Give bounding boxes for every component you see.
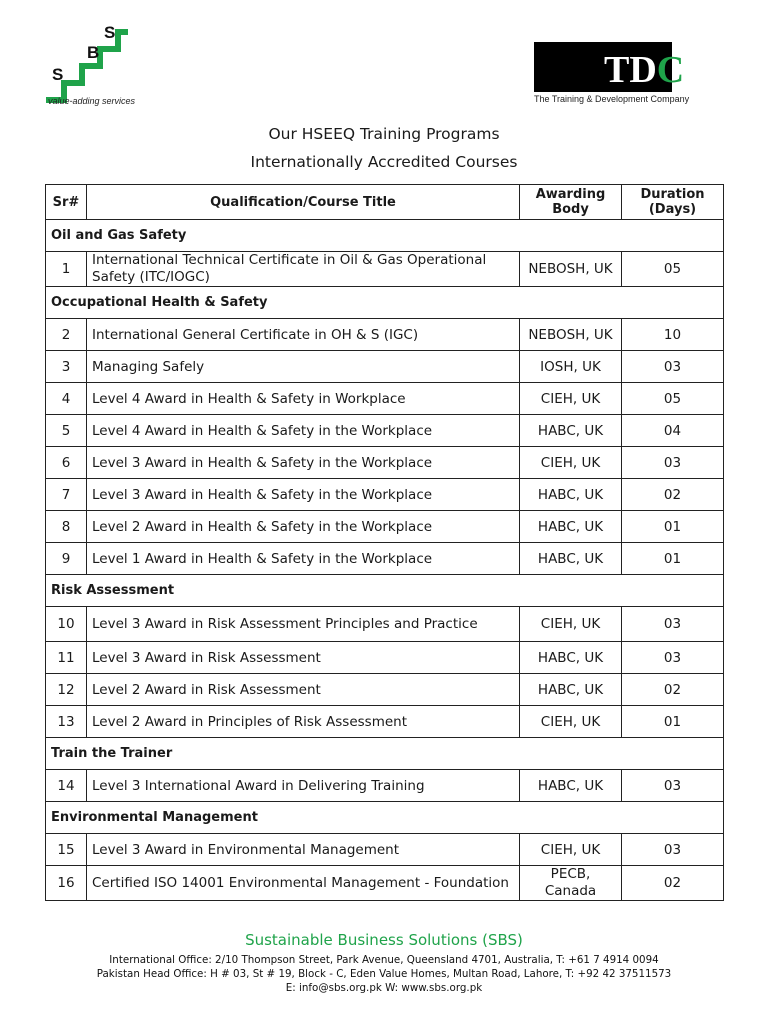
cell-awarding-body: CIEH, UK — [520, 706, 622, 738]
table-row — [46, 834, 724, 866]
table-row — [46, 706, 724, 738]
table-row — [46, 383, 724, 415]
cell-title: Certified ISO 14001 Environmental Management - Foundation — [87, 866, 520, 901]
sbs-tagline: value-adding services — [48, 96, 136, 106]
section-row — [46, 738, 724, 770]
page-title: Our HSEEQ Training Programs — [268, 125, 500, 143]
cell-title: Level 3 Award in Health & Safety in the Workplace — [87, 479, 520, 511]
section-title: Train the Trainer — [46, 738, 724, 770]
cell-duration: 03 — [622, 642, 724, 674]
cell-title: Level 2 Award in Risk Assessment — [87, 674, 520, 706]
section-title: Environmental Management — [46, 802, 724, 834]
footer-pakistan-office: Pakistan Head Office: H # 03, St # 19, Block - C, Eden Value Homes, Multan Road, Lahore, T: +92 42 37511573 — [96, 968, 672, 980]
table-row — [46, 543, 724, 575]
cell-awarding-body: HABC, UK — [520, 511, 622, 543]
tdc-tagline: The Training & Development Company — [534, 94, 690, 104]
cell-awarding-body: PECB, Canada — [520, 866, 622, 901]
cell-awarding-body: HABC, UK — [520, 543, 622, 575]
tdc-wordmark: TDC — [604, 49, 685, 91]
cell-awarding-body: CIEH, UK — [520, 447, 622, 479]
courses-body — [46, 220, 724, 901]
cell-awarding-body: NEBOSH, UK — [520, 319, 622, 351]
table-row — [46, 511, 724, 543]
table-header-row — [46, 185, 724, 220]
cell-duration: 03 — [622, 770, 724, 802]
table-row — [46, 866, 724, 901]
section-row — [46, 802, 724, 834]
section-title: Oil and Gas Safety — [46, 220, 724, 252]
sbs-letter-1: S — [52, 65, 64, 84]
cell-duration: 03 — [622, 351, 724, 383]
cell-title: Level 4 Award in Health & Safety in the Workplace — [87, 415, 520, 447]
cell-duration: 01 — [622, 543, 724, 575]
tdc-logo — [534, 42, 712, 92]
cell-sr: 1 — [46, 252, 87, 287]
cell-sr: 12 — [46, 674, 87, 706]
cell-sr: 14 — [46, 770, 87, 802]
header-awarding-body: Awarding Body — [520, 185, 622, 220]
table-row — [46, 447, 724, 479]
cell-awarding-body: NEBOSH, UK — [520, 252, 622, 287]
footer-contact: E: info@sbs.org.pk W: www.sbs.org.pk — [285, 982, 483, 994]
table-row — [46, 319, 724, 351]
section-title: Risk Assessment — [46, 575, 724, 607]
cell-awarding-body: CIEH, UK — [520, 383, 622, 415]
cell-sr: 3 — [46, 351, 87, 383]
cell-title: Level 1 Award in Health & Safety in the Workplace — [87, 543, 520, 575]
cell-awarding-body: HABC, UK — [520, 674, 622, 706]
cell-duration: 02 — [622, 866, 724, 901]
cell-duration: 02 — [622, 674, 724, 706]
cell-title: Level 3 Award in Risk Assessment Principles and Practice — [87, 607, 520, 642]
cell-duration: 10 — [622, 319, 724, 351]
cell-title: Level 3 Award in Risk Assessment — [87, 642, 520, 674]
cell-awarding-body: HABC, UK — [520, 642, 622, 674]
table-row — [46, 674, 724, 706]
cell-duration: 03 — [622, 447, 724, 479]
courses-table — [45, 184, 724, 901]
cell-sr: 15 — [46, 834, 87, 866]
cell-sr: 6 — [46, 447, 87, 479]
cell-title: Level 2 Award in Principles of Risk Assessment — [87, 706, 520, 738]
cell-duration: 02 — [622, 479, 724, 511]
cell-title: Level 2 Award in Health & Safety in the Workplace — [87, 511, 520, 543]
cell-sr: 5 — [46, 415, 87, 447]
page-subtitle: Internationally Accredited Courses — [250, 153, 518, 171]
cell-sr: 7 — [46, 479, 87, 511]
cell-sr: 16 — [46, 866, 87, 901]
cell-awarding-body: CIEH, UK — [520, 834, 622, 866]
cell-awarding-body: HABC, UK — [520, 415, 622, 447]
footer-company: Sustainable Business Solutions (SBS) — [245, 931, 523, 949]
cell-title: Level 3 Award in Health & Safety in the Workplace — [87, 447, 520, 479]
cell-title: Level 3 International Award in Delivering Training — [87, 770, 520, 802]
cell-awarding-body: HABC, UK — [520, 479, 622, 511]
cell-awarding-body: HABC, UK — [520, 770, 622, 802]
cell-duration: 05 — [622, 252, 724, 287]
cell-sr: 8 — [46, 511, 87, 543]
cell-duration: 04 — [622, 415, 724, 447]
table-row — [46, 415, 724, 447]
table-row — [46, 642, 724, 674]
cell-duration: 05 — [622, 383, 724, 415]
cell-sr: 9 — [46, 543, 87, 575]
cell-duration: 03 — [622, 834, 724, 866]
cell-title: Level 3 Award in Environmental Management — [87, 834, 520, 866]
cell-sr: 10 — [46, 607, 87, 642]
table-row — [46, 770, 724, 802]
cell-title: Managing Safely — [87, 351, 520, 383]
cell-title: International General Certificate in OH & S (IGC) — [87, 319, 520, 351]
section-row — [46, 287, 724, 319]
sbs-letter-2: B — [87, 43, 100, 62]
table-row — [46, 607, 724, 642]
cell-duration: 03 — [622, 607, 724, 642]
header-sr: Sr# — [46, 185, 87, 220]
cell-sr: 13 — [46, 706, 87, 738]
cell-awarding-body: CIEH, UK — [520, 607, 622, 642]
cell-duration: 01 — [622, 706, 724, 738]
cell-title: Level 4 Award in Health & Safety in Workplace — [87, 383, 520, 415]
sbs-letter-3: S — [104, 23, 116, 42]
cell-duration: 01 — [622, 511, 724, 543]
header-duration: Duration (Days) — [622, 185, 724, 220]
section-row — [46, 220, 724, 252]
table-row — [46, 252, 724, 287]
section-title: Occupational Health & Safety — [46, 287, 724, 319]
table-row — [46, 479, 724, 511]
cell-title: International Technical Certificate in Oil & Gas Operational Safety (ITC/IOGC) — [87, 252, 520, 287]
table-row — [46, 351, 724, 383]
section-row — [46, 575, 724, 607]
cell-sr: 4 — [46, 383, 87, 415]
footer-international-office: International Office: 2/10 Thompson Street, Park Avenue, Queensland 4701, Australia, T: +61 7 4914 0094 — [109, 954, 659, 966]
cell-sr: 11 — [46, 642, 87, 674]
header-title: Qualification/Course Title — [87, 185, 520, 220]
cell-awarding-body: IOSH, UK — [520, 351, 622, 383]
cell-sr: 2 — [46, 319, 87, 351]
